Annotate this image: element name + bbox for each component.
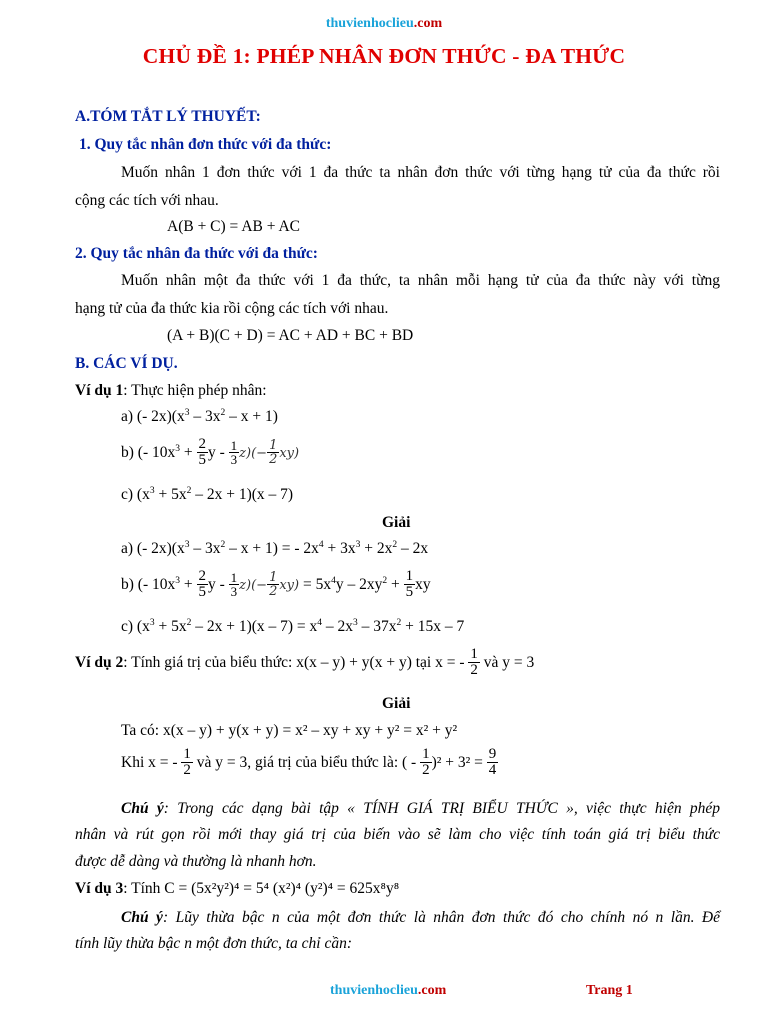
section-a-heading: A.TÓM TẮT LÝ THUYẾT: xyxy=(75,108,261,125)
rule1-formula: A(B + C) = AB + AC xyxy=(167,218,301,235)
rule2-line1: Muốn nhân một đa thức với 1 đa thức, ta nhân mỗi hạng tử của đa thức này với từng xyxy=(121,272,720,289)
site-header: thuvienhoclieu.com xyxy=(325,16,443,31)
ex2-solution-line2: Khi x = - $\frac{1}{2}$ và y = 3, giá trị của biểu thức là: ( - $\frac{1}{2}$ )² + 3² = $\frac{9}{4}$ xyxy=(121,746,497,778)
ex1-item-b: b) (- $10x^3$ + $\frac{2}{5}$ y - $\frac{1}{3}$ z)(− $\frac{1}{2}$ xy) xyxy=(121,436,300,468)
ex1-solution-label: Giải xyxy=(382,514,411,531)
example3: Ví dụ 3: Tính C = (5x²y²)⁴ = 5⁴ (x²)⁴ (y²)⁴ = 625x⁸y⁸ xyxy=(75,880,400,897)
example2-intro: Ví dụ 2: Tính giá trị của biểu thức: x(x – y) + y(x + y) tại x = - $\frac{1}{2}$ và y = 3 xyxy=(75,646,535,678)
note1-line3: được dễ dàng và thường là nhanh hơn. xyxy=(75,853,317,870)
note1-line1: Chú ý: Trong các dạng bài tập « TÍNH GIÁ TRỊ BIỂU THỨC », việc thực hiện phép xyxy=(121,800,720,817)
ex2-solution-label: Giải xyxy=(382,695,411,712)
example1-intro: Ví dụ 1: Thực hiện phép nhân: xyxy=(75,382,267,399)
section-b-heading: B. CÁC VÍ DỤ. xyxy=(75,355,178,372)
rule2-line2: hạng tử của đa thức kia rồi cộng các tích với nhau. xyxy=(75,300,389,317)
rule1-line2: cộng các tích với nhau. xyxy=(75,192,219,209)
footer-site: thuvienhoclieu.com xyxy=(330,983,447,998)
ex1-item-c: c) $(x^3 + 5x^2 - 2x + 1)(x - 7)$ xyxy=(121,486,294,503)
ex1-item-a: a) (- $2x)(x^3 - 3x^2 - x + 1)$ xyxy=(121,408,278,425)
rule2-heading: 2. Quy tắc nhân đa thức với đa thức: xyxy=(75,245,318,262)
rule1-heading: 1. Quy tắc nhân đơn thức với đa thức: xyxy=(79,136,332,153)
page-number: Trang 1 xyxy=(586,983,633,998)
ex1-solution-a: a) (- $2x)(x^3 - 3x^2 - x + 1)$ = - $2x^4 + 3x^3 + 2x^2 - 2x$ xyxy=(121,540,429,557)
page-title: CHỦ ĐỀ 1: PHÉP NHÂN ĐƠN THỨC - ĐA THỨC xyxy=(142,44,626,68)
note1-line2: nhân và rút gọn rồi mới thay giá trị của biến vào sẽ làm cho việc tính toán giá trị biểu thức xyxy=(75,826,720,843)
rule1-line1: Muốn nhân 1 đơn thức với 1 đa thức ta nhân đơn thức với từng hạng tử của đa thức rồi xyxy=(121,164,720,181)
ex1-solution-b: b) (- $10x^3$ + $\frac{2}{5}$ y - $\frac{1}{3}$ z)(− $\frac{1}{2}$ $xy) = 5x^4y - 2xy^2$ + $\frac{1}{5}$ xy xyxy=(121,568,431,600)
note2-line2: tính lũy thừa bậc n một đơn thức, ta chỉ cần: xyxy=(75,935,353,952)
ex1-solution-c: c) $(x^3 + 5x^2 - 2x + 1)(x - 7) = x^4 - 2x^3 - 37x^2 + 15x - 7$ xyxy=(121,618,465,635)
note2-line1: Chú ý: Lũy thừa bậc n của một đơn thức là nhân đơn thức đó cho chính nó n lần. Để xyxy=(121,909,720,926)
ex2-solution-line1: Ta có: x(x – y) + y(x + y) = x² – xy + xy + y² = x² + y² xyxy=(121,722,458,739)
rule2-formula: (A + B)(C + D) = AC + AD + BC + BD xyxy=(167,327,414,344)
